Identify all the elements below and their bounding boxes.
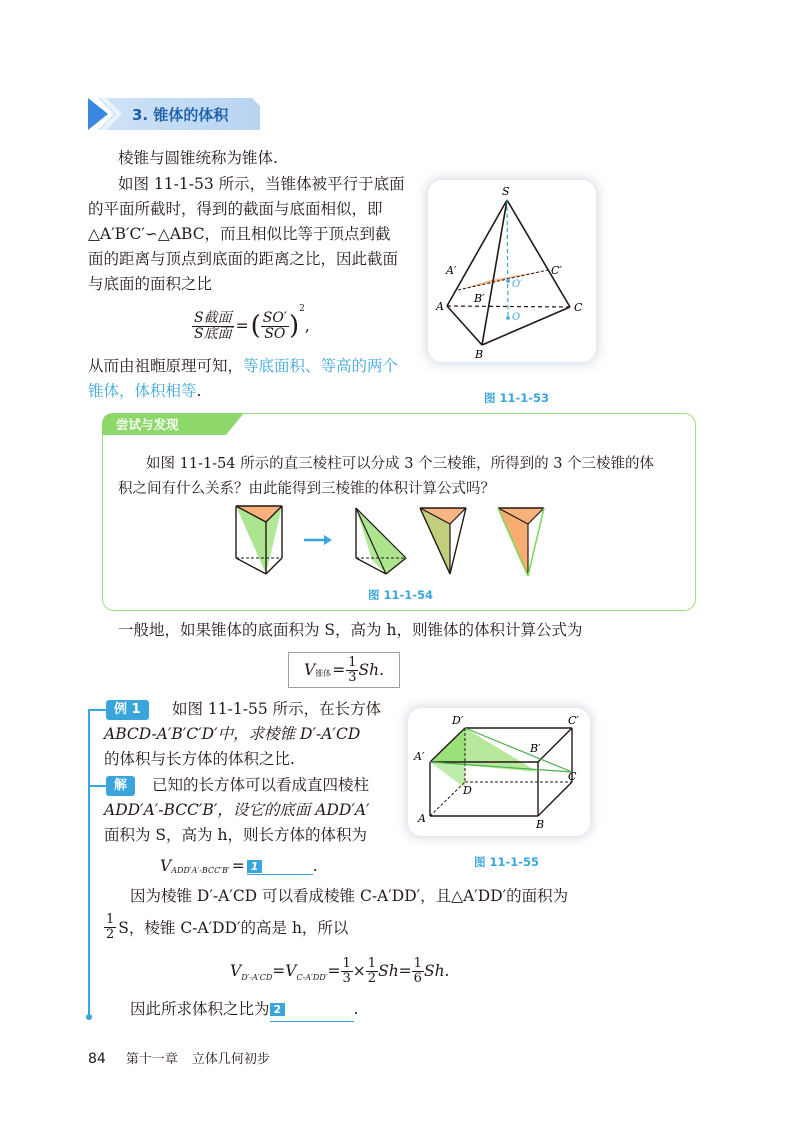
eq-sh1: Sh= <box>378 962 412 980</box>
arrow-icon <box>304 535 332 545</box>
solution-line2: ADD′A′-BCC′B′，设它的底面 ADD′A′ <box>104 801 370 819</box>
pyramid-piece-2 <box>420 508 466 574</box>
solution-line5: 因为棱锥 D′-A′CD 可以看成棱锥 C-A′DD′，且△A′DD′的面积为 <box>130 887 569 905</box>
figure-11-1-53-caption: 图 11-1-53 <box>484 391 550 405</box>
figure-11-1-55-caption: 图 11-1-55 <box>474 855 540 869</box>
explore-title: 尝试与发现 <box>116 417 179 432</box>
eq-rest1: = <box>327 962 341 980</box>
fig53-label-O1: O′ <box>512 279 523 290</box>
intro-p2-line3: △A′B′C′∽△ABC，而且相似比等于顶点到截 <box>88 225 391 243</box>
eq-f1-den: 3 <box>342 970 351 986</box>
solution-tag-label: 解 <box>106 776 135 796</box>
formula-v: V <box>303 661 316 679</box>
f1-rhs-denominator: SO <box>264 325 286 342</box>
f1-denominator: S底面 <box>194 325 232 342</box>
l6-den: 2 <box>106 926 115 942</box>
fig53-label-O: O <box>512 312 521 323</box>
prism-decomposition-diagram <box>230 500 560 582</box>
fig53-label-C1: C′ <box>551 264 562 277</box>
final-answer-line <box>130 996 358 1022</box>
figure-11-1-54-caption: 图 11-1-54 <box>368 588 434 602</box>
final-period: . <box>353 999 359 1018</box>
fig55-label-A1: A′ <box>414 750 425 763</box>
section-heading <box>88 98 260 130</box>
volume-eq: = <box>231 856 245 875</box>
solution-tag <box>88 776 135 796</box>
pyramid-piece-3 <box>498 508 544 576</box>
l6-text: S，棱锥 C-A′DD′的高是 h，所以 <box>118 919 349 937</box>
example-tag <box>88 700 149 720</box>
fig53-label-B: B <box>475 348 484 361</box>
example-line3: 的体积与长方体的体积之比. <box>104 750 295 768</box>
intro-p3-period: . <box>196 382 202 400</box>
pyramid-piece-1 <box>356 508 406 574</box>
explore-text-line2: 积之间有什么关系？由此能得到三棱锥的体积计算公式吗？ <box>118 481 495 497</box>
formula-eq: = <box>332 661 346 679</box>
fig53-label-B1: B′ <box>474 292 485 305</box>
eq-f3-den: 6 <box>413 970 422 986</box>
fig55-label-B1: B′ <box>530 742 541 755</box>
area-ratio-formula: $\frac{\text{S截面}}{\text{S底面}}$ = ( $\frac{SO'}{SO}$ ) 2 , <box>194 304 310 342</box>
eq-f2-num: 1 <box>367 955 377 971</box>
chapter-number: 第十一章 <box>125 1052 178 1067</box>
explore-text <box>118 452 688 502</box>
volume-equation <box>230 952 449 990</box>
fig55-label-D: D <box>463 784 472 797</box>
example-line1: 如图 11-1-55 所示，在长方体 <box>172 700 382 718</box>
eq-mid-sub: C-A′DD′ <box>296 973 328 982</box>
explore-text-line1: 如图 11-1-54 所示的直三棱柱可以分成 3 个三棱锥，所得到的 3 个三棱锥的体 <box>146 456 655 472</box>
example-text <box>172 697 412 722</box>
intro-p2-line2: 的平面所截时，得到的截面与底面相似，即 <box>88 200 383 218</box>
eq-mid: =V <box>272 962 297 980</box>
intro-p2-line4: 面的距离与顶点到底面的距离之比，因此截面 <box>88 250 399 268</box>
example-left-dot <box>86 1014 92 1020</box>
example-tag-label: 例 1 <box>106 700 149 720</box>
intro-p2 <box>88 172 418 297</box>
intro-p2-line5: 与底面的面积之比 <box>88 275 213 293</box>
general-text: 一般地，如果锥体的底面积为 S，高为 h，则锥体的体积计算公式为 <box>118 621 583 639</box>
fig53-label-A: A <box>436 300 444 313</box>
fig55-label-B: B <box>536 818 545 831</box>
f1-rhs-numerator: SO′ <box>262 309 287 326</box>
intro-p2-line1: 如图 11-1-53 所示，当锥体被平行于底面 <box>118 175 405 193</box>
solution-line1: 已知的长方体可以看成直四棱柱 <box>152 776 370 794</box>
intro-p3-highlight2: 锥体，体积相等 <box>88 382 197 400</box>
explore-tab <box>102 413 244 435</box>
chapter-title: 立体几何初步 <box>191 1052 270 1067</box>
eq-lhs: V <box>230 962 242 980</box>
intro-p1: 棱锥与圆锥统称为锥体. <box>118 149 278 167</box>
eq-f1-num: 1 <box>342 955 351 971</box>
formula-num: 1 <box>348 654 357 670</box>
solution-line3: 面积为 S，高为 h，则长方体的体积为 <box>104 826 367 844</box>
eq-f2-den: 2 <box>367 970 377 986</box>
fig55-label-C: C <box>568 770 577 783</box>
pyramid-diagram <box>428 180 596 362</box>
solution-line6 <box>104 910 348 944</box>
intro-p3-text1: 从而由祖暅原理可知， <box>88 357 244 375</box>
eq-lhs-sub: D′-A′CD <box>241 973 273 982</box>
final-text: 因此所求体积之比为 <box>130 999 270 1018</box>
intro-p3 <box>88 354 418 404</box>
cuboid-diagram <box>408 708 590 836</box>
solution-text <box>104 798 424 848</box>
f1-numerator: S截面 <box>194 309 232 326</box>
figure-11-1-55 <box>408 708 590 836</box>
solution-volume-line: V ADD′A′-BCC′B′ = 1 . <box>160 856 318 875</box>
volume-v: V <box>160 856 172 875</box>
fig53-label-S: S <box>502 185 510 198</box>
formula-den: 3 <box>348 669 357 685</box>
intro-p3-highlight1: 等底面积、等高的两个 <box>243 357 399 375</box>
formula-tail: Sh. <box>358 661 384 679</box>
blank-2-marker[interactable]: 2 <box>270 1003 286 1016</box>
page-footer <box>88 1048 270 1067</box>
eq-sh2: Sh. <box>423 962 450 980</box>
eq-f3-num: 1 <box>413 955 422 971</box>
example-text-cont <box>104 722 414 772</box>
eq-times: × <box>352 962 366 980</box>
fig55-label-D1: D′ <box>452 714 464 727</box>
example-line2: ABCD-A′B′C′D′中，求棱锥 D′-A′CD <box>104 725 361 743</box>
example-left-rule <box>88 710 90 1016</box>
blank-1-marker[interactable]: 1 <box>247 860 263 873</box>
section-title: 3. 锥体的体积 <box>132 106 229 124</box>
f1-exponent: 2 <box>299 304 305 314</box>
prism-whole <box>236 506 282 574</box>
general-formula-box <box>288 652 400 688</box>
volume-sub: ADD′A′-BCC′B′ <box>171 866 230 875</box>
fig53-label-C: C <box>574 301 583 314</box>
l6-num: 1 <box>106 911 115 927</box>
fig55-label-A: A <box>418 812 426 825</box>
page-number: 84 <box>88 1051 106 1067</box>
fig53-label-A1: A′ <box>446 264 457 277</box>
figure-11-1-53 <box>428 180 596 362</box>
fig55-label-C1: C′ <box>568 714 579 727</box>
formula-sub: 锥体 <box>315 669 332 678</box>
